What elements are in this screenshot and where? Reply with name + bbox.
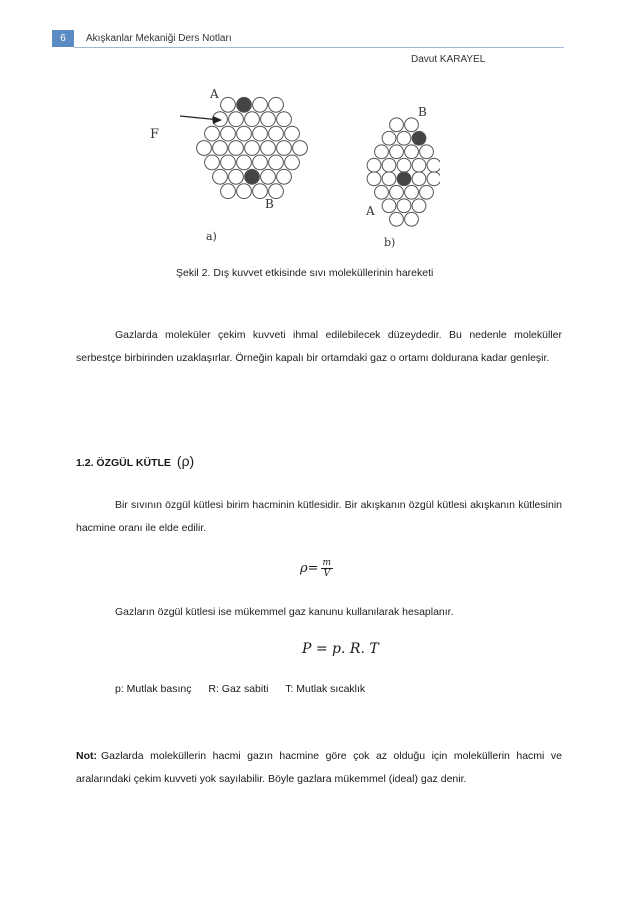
molecule <box>427 158 440 172</box>
dark-molecule <box>397 172 411 186</box>
molecule <box>390 212 404 226</box>
formula-density <box>300 558 333 579</box>
molecule <box>382 131 396 145</box>
formula-numerator: m <box>322 558 332 568</box>
molecule <box>229 112 244 127</box>
header-rule <box>74 47 564 48</box>
dark-molecule <box>237 97 252 112</box>
molecule <box>269 155 284 170</box>
molecule <box>390 118 404 132</box>
molecule <box>205 126 220 141</box>
molecule <box>237 155 252 170</box>
molecule <box>367 172 381 186</box>
molecule <box>390 185 404 199</box>
panel-a-label: a) <box>206 230 217 243</box>
molecule <box>221 155 236 170</box>
molecule <box>367 158 381 172</box>
label-b-left: B <box>265 197 274 211</box>
molecule <box>221 97 236 112</box>
var-t: T: Mutlak sıcaklık <box>285 683 366 695</box>
molecule <box>253 126 268 141</box>
molecule <box>405 185 419 199</box>
figure-caption: Şekil 2. Dış kuvvet etkisinde sıvı moleküllerinin hareketi <box>176 267 434 279</box>
molecule <box>405 118 419 132</box>
molecule <box>245 141 260 156</box>
molecule <box>229 141 244 156</box>
molecule <box>245 112 260 127</box>
molecule <box>237 126 252 141</box>
section-heading <box>76 453 194 469</box>
panel-b-label: b) <box>384 236 396 249</box>
molecule <box>397 158 411 172</box>
formula-denominator: V <box>323 569 331 579</box>
molecule <box>221 184 236 199</box>
var-p: p: Mutlak basınç <box>115 683 192 695</box>
molecule <box>277 169 292 184</box>
note-label: Not: <box>76 750 97 762</box>
molecule <box>420 185 434 199</box>
molecule <box>405 212 419 226</box>
molecule <box>285 155 300 170</box>
molecule <box>427 172 440 186</box>
molecule <box>412 158 426 172</box>
label-a-right: A <box>366 204 375 218</box>
molecule <box>269 126 284 141</box>
page-number: 6 <box>52 30 74 47</box>
paragraph-density: Bir sıvının özgül kütlesi birim hacminin kütlesidir. Bir akışkanın özgül kütlesi akışkanın kütlesinin hacmine oranı ile elde edilir. <box>76 499 562 534</box>
paragraph-gases: Gazlarda moleküler çekim kuvveti ihmal edilebilecek düzeydedir. Bu nedenle moleküller serbestçe birbirinden uzaklaşırlar. Örneğin kapalı bir ortamdaki gaz o ortamı doldurana kadar genleşir. <box>76 329 562 364</box>
heading-symbol: (ρ) <box>176 453 195 469</box>
label-force: F <box>150 127 160 142</box>
molecule <box>412 172 426 186</box>
molecule <box>382 158 396 172</box>
note-text: Gazlarda moleküllerin hacmi gazın hacmine göre çok az olduğu için moleküllerin hacmi ve aralarındaki çekim kuvveti yok sayılabilir. Böyle gazlara mükemmel (ideal) gaz denir. <box>76 750 562 785</box>
var-r: R: Gaz sabiti <box>208 683 269 695</box>
formula-fraction <box>321 558 334 579</box>
header-title: Akışkanlar Mekaniği Ders Notları <box>86 33 232 44</box>
molecule <box>412 199 426 213</box>
molecule <box>382 199 396 213</box>
molecule <box>221 126 236 141</box>
molecule <box>375 185 389 199</box>
molecule <box>213 169 228 184</box>
molecule <box>197 141 212 156</box>
molecule <box>213 141 228 156</box>
molecule <box>261 141 276 156</box>
molecule <box>269 97 284 112</box>
dark-molecule <box>412 131 426 145</box>
molecule <box>285 126 300 141</box>
label-b-right: B <box>418 105 427 119</box>
molecule <box>375 145 389 159</box>
molecule <box>390 145 404 159</box>
molecule <box>293 141 308 156</box>
variable-definitions <box>115 683 379 695</box>
molecule <box>420 145 434 159</box>
molecule <box>205 155 220 170</box>
molecule <box>397 199 411 213</box>
molecule <box>237 184 252 199</box>
molecule <box>261 169 276 184</box>
molecule <box>253 97 268 112</box>
formula-density-lhs: ρ= <box>300 561 319 576</box>
molecule <box>397 131 411 145</box>
dark-molecule <box>245 169 260 184</box>
note-paragraph <box>76 745 562 791</box>
molecule <box>261 112 276 127</box>
heading-text: 1.2. ÖZGÜL KÜTLE <box>76 457 171 469</box>
molecule <box>277 112 292 127</box>
formula-gas-law: P = p. R. T <box>302 641 379 657</box>
paragraph-gas-law: Gazların özgül kütlesi ise mükemmel gaz kanunu kullanılarak hesaplanır. <box>115 606 454 618</box>
label-a-left: A <box>210 87 219 101</box>
molecule <box>253 155 268 170</box>
molecule-illustration <box>140 80 440 252</box>
molecule <box>405 145 419 159</box>
molecule <box>229 169 244 184</box>
molecule <box>277 141 292 156</box>
molecule <box>382 172 396 186</box>
header-author: Davut KARAYEL <box>411 54 486 65</box>
molecule-figure <box>140 80 440 257</box>
